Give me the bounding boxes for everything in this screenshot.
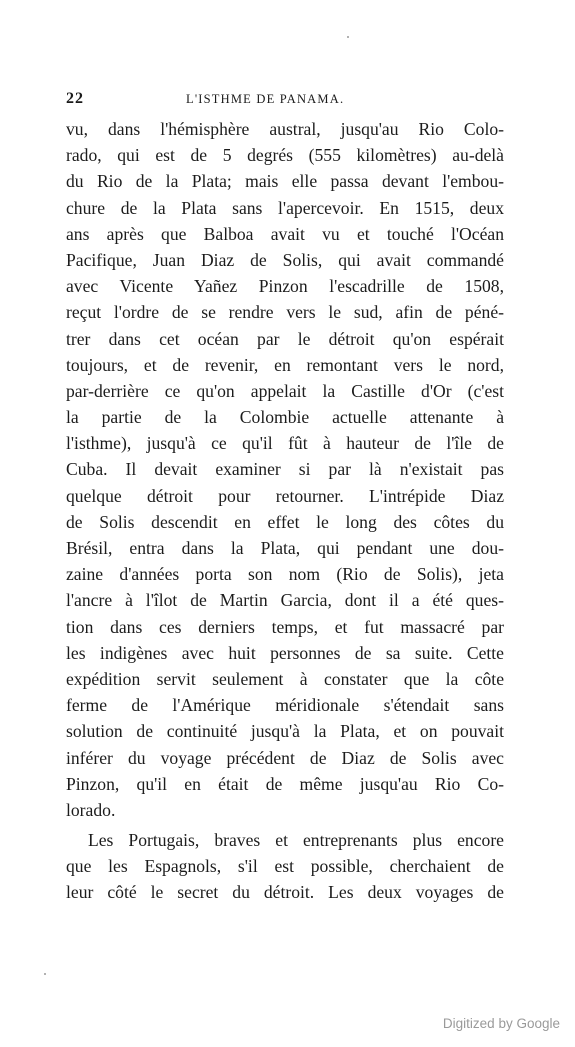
text-line: Pinzon, qu'il en était de même jusqu'au Rio Co- bbox=[66, 773, 504, 794]
text-line: Les Portugais, braves et entreprenants plus encore bbox=[88, 830, 504, 851]
text-line: trer dans cet océan par le détroit qu'on espérait bbox=[66, 328, 504, 349]
text-line: reçut l'ordre de se rendre vers le sud, afin de péné- bbox=[66, 302, 504, 323]
text-line: inférer du voyage précédent de Diaz de Solis avec bbox=[66, 747, 504, 768]
text-line: lorado. bbox=[66, 799, 116, 820]
text-line: de Solis descendit en effet le long des côtes du bbox=[66, 511, 504, 532]
text-line: que les Espagnols, s'il est possible, cherchaient de bbox=[66, 856, 504, 877]
text-line: Brésil, entra dans la Plata, qui pendant une dou- bbox=[66, 538, 504, 558]
digitization-watermark: Digitized by Google bbox=[442, 1016, 560, 1031]
text-line: solution de continuité jusqu'à la Plata, et on pouvait bbox=[66, 721, 504, 742]
text-line: Cuba. Il devait examiner si par là n'existait pas bbox=[66, 459, 504, 480]
text-line: l'isthme), jusqu'à ce qu'il fût à hauteur de l'île de bbox=[66, 433, 504, 454]
page-number: 22 bbox=[66, 90, 84, 107]
text-line: expédition servit seulement à constater que la côte bbox=[66, 668, 504, 689]
text-line: du Rio de la Plata; mais elle passa devant l'embou- bbox=[66, 171, 504, 192]
text-line: zaine d'années porta son nom (Rio de Solis), jeta bbox=[66, 564, 504, 585]
paragraph-2 bbox=[66, 827, 504, 906]
text-line: Pacifique, Juan Diaz de Solis, qui avait commandé bbox=[66, 249, 504, 270]
text-line: quelque détroit pour retourner. L'intrépide Diaz bbox=[66, 485, 504, 506]
page-header bbox=[66, 90, 504, 110]
text-line: rado, qui est de 5 degrés (555 kilomètres) au-delà bbox=[66, 145, 504, 166]
running-title: L'ISTHME DE PANAMA. bbox=[186, 92, 345, 106]
text-line: ferme de l'Amérique méridionale s'étendait sans bbox=[66, 695, 504, 716]
text-line: tion dans ces derniers temps, et fut massacré par bbox=[66, 616, 504, 637]
paper-speck bbox=[44, 973, 46, 975]
paragraph-1 bbox=[66, 116, 504, 823]
text-line: les indigènes avec huit personnes de sa suite. Cette bbox=[66, 642, 504, 663]
body-text bbox=[66, 116, 504, 906]
paper-speck bbox=[347, 36, 349, 38]
text-line: chure de la Plata sans l'apercevoir. En 1515, deux bbox=[66, 197, 504, 218]
text-line: toujours, et de revenir, en remontant vers le nord, bbox=[66, 354, 504, 375]
text-line: ans après que Balboa avait vu et touché l'Océan bbox=[66, 223, 504, 244]
text-line: vu, dans l'hémisphère austral, jusqu'au Rio Colo- bbox=[66, 119, 504, 139]
text-line: avec Vicente Yañez Pinzon l'escadrille de 1508, bbox=[66, 276, 504, 297]
text-line: par-derrière ce qu'on appelait la Castille d'Or (c'est bbox=[66, 380, 504, 401]
text-line: la partie de la Colombie actuelle attenante à bbox=[66, 407, 504, 428]
text-line: l'ancre à l'îlot de Martin Garcia, dont il a été ques- bbox=[66, 590, 504, 611]
text-line: leur côté le secret du détroit. Les deux voyages de bbox=[66, 882, 504, 903]
